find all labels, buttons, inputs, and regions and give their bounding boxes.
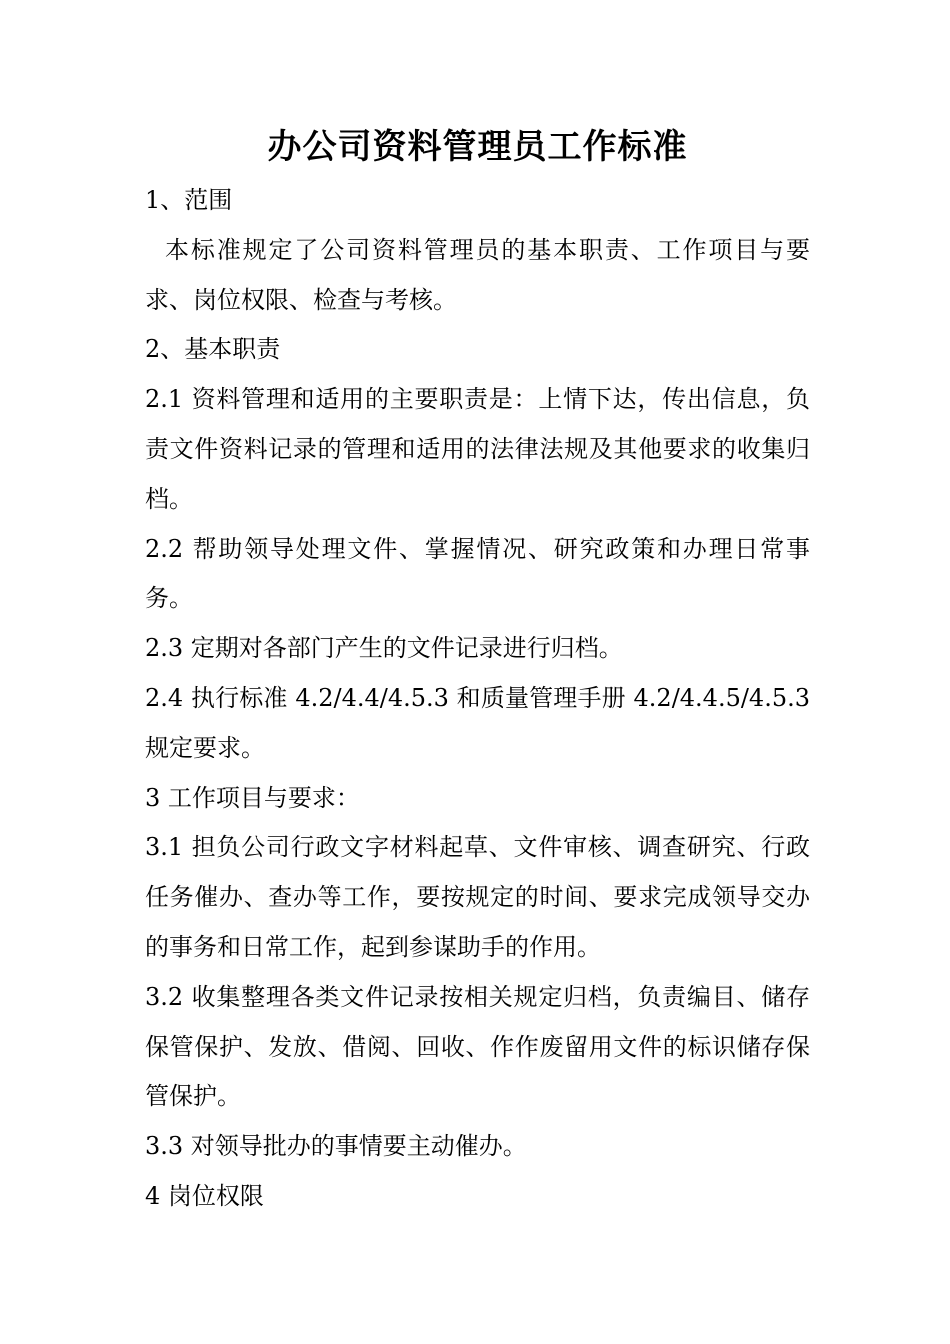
paragraph-work-3-1: 3.1 担负公司行政文字材料起草、文件审核、调查研究、行政任务催办、查办等工作，要按规定的时间、要求完成领导交办的事务和日常工作，起到参谋助手的作用。	[145, 833, 810, 961]
document-title: 办公司资料管理员工作标准	[267, 127, 688, 167]
paragraph-duty-2-4: 2.4 执行标准 4.2/4.4/4.5.3 和质量管理手册 4.2/4.4.5/4.5.3 规定要求。	[145, 683, 810, 762]
section-heading-scope: 1、范围	[145, 186, 233, 214]
paragraph-duty-2-3: 2.3 定期对各部门产生的文件记录进行归档。	[145, 634, 623, 663]
section-heading-duties: 2、基本职责	[145, 335, 281, 364]
paragraph-work-3-2: 3.2 收集整理各类文件记录按相关规定归档，负责编目、储存保管保护、发放、借阅、回收、作作废留用文件的标识储存保管保护。	[145, 982, 810, 1111]
section-heading-work-items: 3 工作项目与要求：	[145, 783, 360, 812]
paragraph-work-3-3: 3.3 对领导批办的事情要主动催办。	[145, 1132, 527, 1161]
paragraph-scope-text: 本标准规定了公司资料管理员的基本职责、工作项目与要求、岗位权限、检查与考核。	[145, 235, 810, 314]
paragraph-duty-2-1: 2.1 资料管理和适用的主要职责是：上情下达，传出信息，负责文件资料记录的管理和适用的法律法规及其他要求的收集归档。	[145, 385, 810, 513]
document-body	[145, 176, 810, 1222]
section-heading-authority: 4 岗位权限	[145, 1181, 264, 1210]
paragraph-duty-2-2: 2.2 帮助领导处理文件、掌握情况、研究政策和办理日常事务。	[145, 534, 810, 613]
